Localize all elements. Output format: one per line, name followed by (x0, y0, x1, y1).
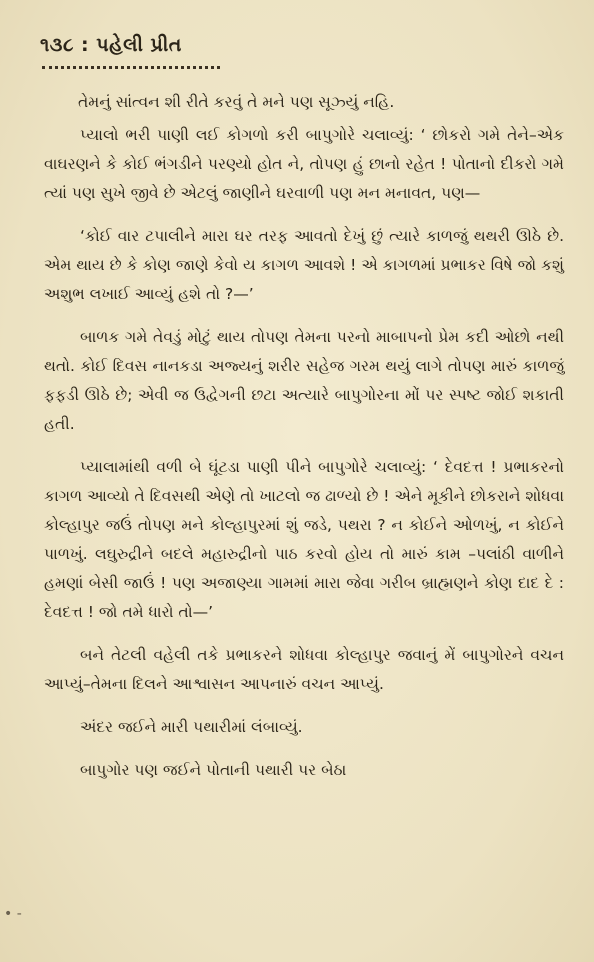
margin-mark: • - (4, 906, 22, 922)
page-body (44, 88, 564, 799)
header-dotted-rule (42, 66, 220, 69)
paragraph-8: બાપુગોર પણ જઈને પોતાની પથારી પર બેઠા (80, 761, 347, 779)
paragraph-3: ‘કોઈ વાર ટપાલીને મારા ઘર તરફ આવતો દેખું છું ત્યારે કાળજું થથરી ઊઠે છે. એમ થાય છે કે કોણ જાણે કેવો ય કાગળ આવશે ! એ કાગળમાં પ્રભાકર વિષે જો કશું અશુભ લખાઈ આવ્યું હશે તો ?—’ (44, 227, 564, 303)
paragraph-2: પ્યાલો ભરી પાણી લઈ કોગળો કરી બાપુગોરે ચલાવ્યું: ‘ છોકરો ગમે તેને–એક વાઘરણને કે કોઈ ભંગડીને પરણ્યો હોત ને, તોપણ હું છાનો રહેત ! પોતાનો દીકરો ગમે ત્યાં પણ સુખે જીવે છે એટલું જાણીને ઘરવાળી પણ મન મનાવત, પણ— (44, 126, 564, 202)
page-header: ૧૩૮ : પહેલી પ્રીત (40, 34, 182, 56)
paragraph-4: બાળક ગમે તેવડું મોટું થાય તોપણ તેમના પરનો માબાપનો પ્રેમ કદી ઓછો નથી થતો. કોઈ દિવસ નાનકડા અજ્યનું શરીર સહેજ ગરમ થયું લાગે તોપણ મારું કાળજું ફફડી ઊઠે છે; એવી જ ઉદ્વેગની છટા અત્યારે બાપુગોરના મોં પર સ્પષ્ટ જોઈ શકાતી હતી. (44, 328, 564, 433)
paragraph-1: તેમનું સાંત્વન શી રીતે કરવું તે મને પણ સૂઝ્યું નહિ. (78, 93, 395, 111)
paragraph-5: પ્યાલામાંથી વળી બે ઘૂંટડા પાણી પીને બાપુગોરે ચલાવ્યું: ‘ દેવદત્ત ! પ્રભાકરનો કાગળ આવ્યો તે દિવસથી એણે તો ખાટલો જ ઢાળ્યો છે ! એને મૂકીને છોકરાને શોધવા કોલ્હાપુર જઉં તોપણ મને કોલ્હાપુરમાં શું જડે, પથરા ? ન કોઈને ઓળખું, ન કોઈને પાળખું. લઘુરુદ્રીને બદલે મહારુદ્રીનો પાઠ કરવો હોય તો મારું કામ –પલાંઠી વાળીને હમણાં બેસી જાઉં ! પણ અજાણ્યા ગામમાં મારા જેવા ગરીબ બ્રાહ્મણને કોણ દાદ દે : દેવદત્ત ! જો તમે ધારો તો—’ (44, 458, 564, 621)
paragraph-6: બને તેટલી વહેલી તકે પ્રભાકરને શોધવા કોલ્હાપુર જવાનું મેં બાપુગોરને વચન આપ્યું–તેમના દિલને આશ્વાસન આપનારું વચન આપ્યું. (44, 646, 564, 693)
paragraph-7: અંદર જઈને મારી પથારીમાં લંબાવ્યું. (80, 718, 303, 736)
